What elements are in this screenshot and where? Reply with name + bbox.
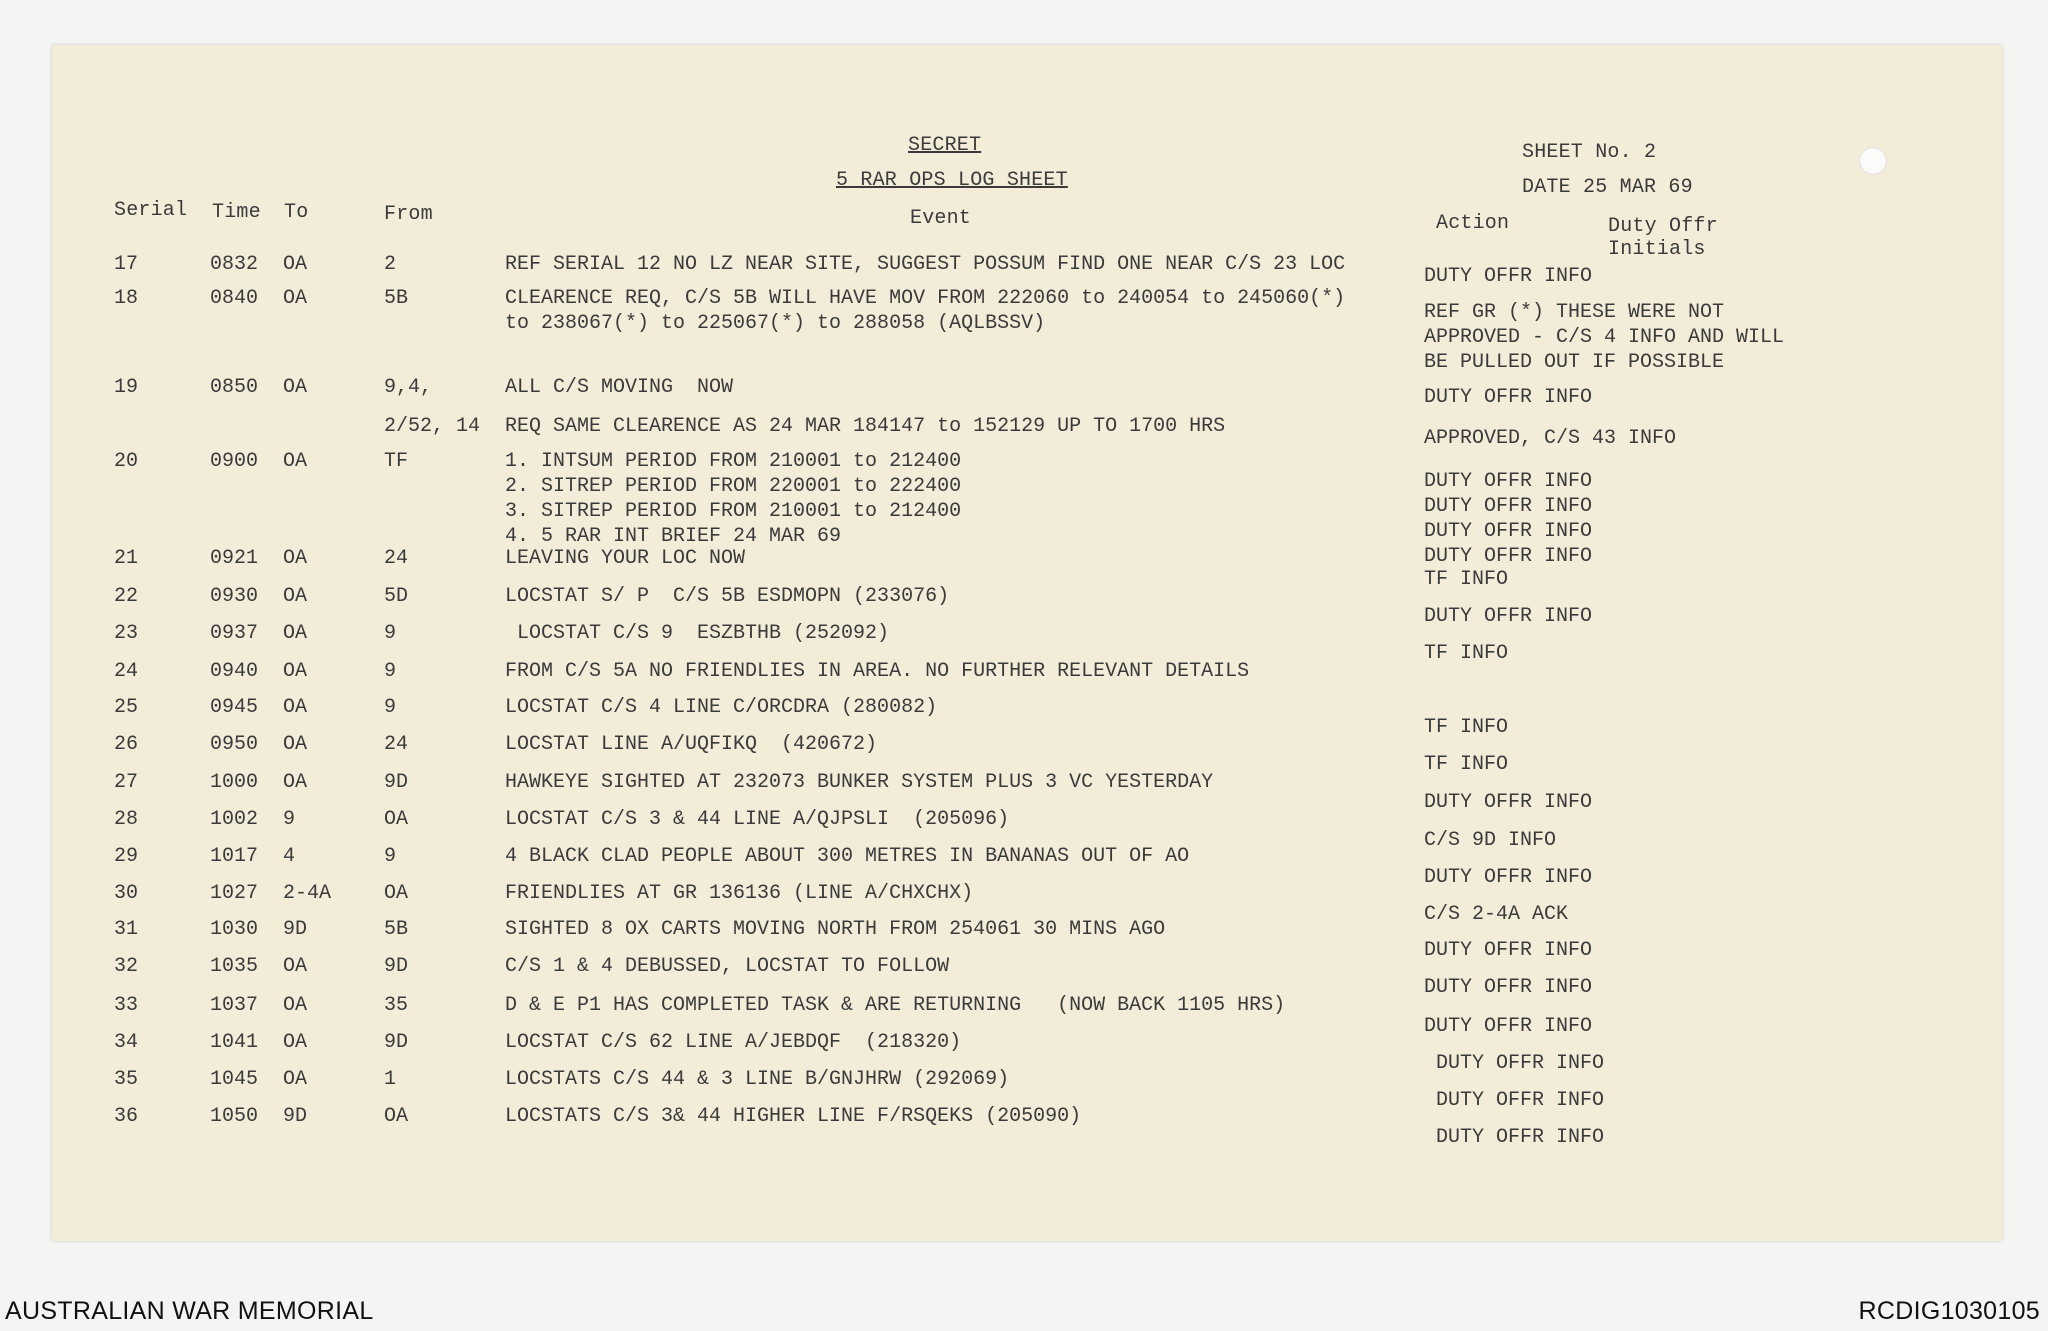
action-line: DUTY OFFR INFO [1424,1089,1605,1112]
to-cell: OA [283,733,308,756]
action-line: DUTY OFFR INFO [1424,605,1593,628]
action-cell [1424,1125,1604,1150]
sheet-title: 5 RAR OPS LOG SHEET [836,169,1068,192]
to-cell: OA [283,622,308,645]
log-row [0,954,2048,999]
action-line: TF INFO [1424,753,1509,776]
event-cell [505,621,889,646]
event-cell [505,881,973,906]
from-cell: TF [384,450,409,473]
time-cell: 0950 [210,733,259,756]
time-cell: 0940 [210,660,259,683]
to-cell: OA [283,955,308,978]
time-cell: 1035 [210,955,259,978]
from-cell: 24 [384,547,409,570]
to-cell: OA [283,376,308,399]
log-row [0,414,2048,450]
event-line: 4 BLACK CLAD PEOPLE ABOUT 300 METRES IN BANANAS OUT OF AO [505,845,1190,868]
serial-cell: 23 [114,622,139,645]
to-cell: 9D [283,1105,308,1128]
action-line: DUTY OFFR INFO [1424,545,1593,568]
serial-cell: 20 [114,450,139,473]
from-cell: 2 [384,253,397,276]
time-cell: 0840 [210,287,259,310]
to-cell: OA [283,585,308,608]
action-line: APPROVED, C/S 43 INFO [1424,427,1677,450]
event-line: 1. INTSUM PERIOD FROM 210001 to 212400 [505,450,962,473]
from-cell: 35 [384,994,409,1017]
serial-cell: 36 [114,1105,139,1128]
time-cell: 1050 [210,1105,259,1128]
log-row [0,807,2048,852]
time-cell: 0937 [210,622,259,645]
log-row [0,584,2048,628]
time-cell: 1017 [210,845,259,868]
action-line: DUTY OFFR INFO [1424,866,1593,889]
time-cell: 0930 [210,585,259,608]
serial-cell: 29 [114,845,139,868]
log-row [0,881,2048,926]
serial-cell: 26 [114,733,139,756]
log-row [0,286,2048,374]
event-line: LOCSTATS C/S 3& 44 HIGHER LINE F/RSQEKS (205090) [505,1105,1082,1128]
event-line: HAWKEYE SIGHTED AT 232073 BUNKER SYSTEM PLUS 3 VC YESTERDAY [505,771,1214,794]
time-cell: 0850 [210,376,259,399]
event-cell [505,286,1345,336]
serial-cell: 27 [114,771,139,794]
to-cell: OA [283,1031,308,1054]
event-line: LOCSTAT C/S 3 & 44 LINE A/QJPSLI (205096) [505,808,1010,831]
action-line: DUTY OFFR INFO [1424,470,1593,493]
event-line: LOCSTATS C/S 44 & 3 LINE B/GNJHRW (292069) [505,1068,1010,1091]
to-cell: OA [283,547,308,570]
serial-cell: 25 [114,696,139,719]
to-cell: 4 [283,845,296,868]
col-header-from: From [384,203,433,226]
sheet-number: SHEET No. 2 [1522,141,1657,164]
log-row [0,1104,2048,1149]
event-cell [505,770,1213,795]
serial-cell: 30 [114,882,139,905]
log-row [0,252,2048,288]
event-cell [505,414,1225,439]
archive-credit: AUSTRALIAN WAR MEMORIAL [5,1297,374,1325]
col-header-duty-offr: Duty Offr [1608,215,1718,238]
action-line: TF INFO [1424,716,1509,739]
time-cell: 1041 [210,1031,259,1054]
time-cell: 1030 [210,918,259,941]
time-cell: 0945 [210,696,259,719]
to-cell: OA [283,771,308,794]
from-cell: 5B [384,918,409,941]
event-line: SIGHTED 8 OX CARTS MOVING NORTH FROM 254061 30 MINS AGO [505,918,1166,941]
log-row [0,546,2048,591]
time-cell: 0921 [210,547,259,570]
log-row [0,695,2048,739]
log-row [0,621,2048,665]
serial-cell: 24 [114,660,139,683]
time-cell: 1000 [210,771,259,794]
serial-cell: 32 [114,955,139,978]
to-cell: 2-4A [283,882,332,905]
event-line: C/S 1 & 4 DEBUSSED, LOCSTAT TO FOLLOW [505,955,950,978]
action-line: C/S 9D INFO [1424,829,1557,852]
event-cell [505,1067,1009,1092]
log-row [0,1067,2048,1112]
action-line: DUTY OFFR INFO [1424,1015,1593,1038]
archive-reference: RCDIG1030105 [1858,1297,2040,1325]
action-line: TF INFO [1424,642,1509,665]
from-cell: 9 [384,622,397,645]
from-cell: 5D [384,585,409,608]
action-line: REF GR (*) THESE WERE NOT [1424,301,1725,324]
serial-cell: 31 [114,918,139,941]
event-line: LOCSTAT S/ P C/S 5B ESDMOPN (233076) [505,585,950,608]
action-line: DUTY OFFR INFO [1424,939,1593,962]
event-cell [505,844,1189,869]
to-cell: OA [283,994,308,1017]
event-line: LOCSTAT LINE A/UQFIKQ (420672) [505,733,878,756]
time-cell: 0832 [210,253,259,276]
to-cell: OA [283,253,308,276]
event-cell [505,546,745,571]
from-cell: 9D [384,771,409,794]
event-cell [505,584,949,609]
action-cell [1424,300,1784,375]
event-line: D & E P1 HAS COMPLETED TASK & ARE RETURNING (NOW BACK 1105 HRS) [505,994,1286,1017]
action-line: BE PULLED OUT IF POSSIBLE [1424,351,1725,374]
to-cell: 9D [283,918,308,941]
event-line: LOCSTAT C/S 4 LINE C/ORCDRA (280082) [505,696,938,719]
event-cell [505,993,1285,1018]
event-line: to 238067(*) to 225067(*) to 288058 (AQLBSSV) [505,312,1046,335]
action-line: TF INFO [1424,568,1509,591]
event-line: 3. SITREP PERIOD FROM 210001 to 212400 [505,500,962,523]
log-row [0,1030,2048,1075]
from-cell: 1 [384,1068,397,1091]
event-cell [505,732,877,757]
to-cell: OA [283,450,308,473]
to-cell: OA [283,696,308,719]
event-cell [505,917,1165,942]
log-row [0,659,2048,689]
event-cell [505,954,949,979]
serial-cell: 18 [114,287,139,310]
time-cell: 1027 [210,882,259,905]
from-cell: 24 [384,733,409,756]
log-row [0,732,2048,776]
event-line: LOCSTAT C/S 9 ESZBTHB (252092) [505,622,890,645]
from-cell: OA [384,882,409,905]
event-cell [505,375,733,400]
time-cell: 1002 [210,808,259,831]
event-line: REQ SAME CLEARENCE AS 24 MAR 184147 to 152129 UP TO 1700 HRS [505,415,1226,438]
serial-cell: 22 [114,585,139,608]
action-line: DUTY OFFR INFO [1424,976,1593,999]
action-line: APPROVED - C/S 4 INFO AND WILL [1424,326,1785,349]
event-cell [505,1030,961,1055]
log-row [0,375,2048,409]
log-row [0,770,2048,814]
serial-cell: 33 [114,994,139,1017]
classification-heading: SECRET [908,134,982,157]
from-cell: 9D [384,955,409,978]
event-line: FRIENDLIES AT GR 136136 (LINE A/CHXCHX) [505,882,974,905]
col-header-action: Action [1436,212,1510,235]
to-cell: OA [283,287,308,310]
event-line: CLEARENCE REQ, C/S 5B WILL HAVE MOV FROM 222060 to 240054 to 245060(*) [505,287,1346,310]
serial-cell: 21 [114,547,139,570]
col-header-time: Time [212,201,261,224]
log-row [0,844,2048,889]
action-line: DUTY OFFR INFO [1424,386,1593,409]
event-line: 4. 5 RAR INT BRIEF 24 MAR 69 [505,525,842,548]
from-cell: 9 [384,845,397,868]
event-cell [505,252,1345,277]
event-cell [505,695,937,720]
event-cell [505,659,1249,684]
time-cell: 1037 [210,994,259,1017]
event-line: LEAVING YOUR LOC NOW [505,547,746,570]
time-cell: 1045 [210,1068,259,1091]
punch-hole [1859,147,1887,175]
col-header-initials: Initials [1608,238,1706,261]
action-cell [1424,426,1676,451]
from-cell: 9 [384,660,397,683]
action-line: DUTY OFFR INFO [1424,1126,1605,1149]
serial-cell: 35 [114,1068,139,1091]
serial-cell: 17 [114,253,139,276]
serial-cell: 34 [114,1031,139,1054]
col-header-serial: Serial [114,199,188,222]
to-cell: 9 [283,808,296,831]
event-cell [505,449,961,549]
from-cell: 2/52, 14 [384,415,481,438]
from-cell: 9 [384,696,397,719]
from-cell: 9D [384,1031,409,1054]
col-header-to: To [284,201,309,224]
action-line: DUTY OFFR INFO [1424,520,1593,543]
to-cell: OA [283,660,308,683]
time-cell: 0900 [210,450,259,473]
action-line: DUTY OFFR INFO [1424,1052,1605,1075]
action-line: C/S 2-4A ACK [1424,903,1569,926]
from-cell: 9,4, [384,376,433,399]
event-cell [505,1104,1081,1129]
action-line: DUTY OFFR INFO [1424,495,1593,518]
event-line: REF SERIAL 12 NO LZ NEAR SITE, SUGGEST POSSUM FIND ONE NEAR C/S 23 LOC [505,253,1346,276]
col-header-event: Event [910,207,972,230]
event-line: LOCSTAT C/S 62 LINE A/JEBDQF (218320) [505,1031,962,1054]
from-cell: 5B [384,287,409,310]
action-line: DUTY OFFR INFO [1424,265,1593,288]
event-cell [505,807,1009,832]
event-line: ALL C/S MOVING NOW [505,376,734,399]
action-line: DUTY OFFR INFO [1424,791,1593,814]
from-cell: OA [384,1105,409,1128]
sheet-date: DATE 25 MAR 69 [1522,176,1693,199]
from-cell: OA [384,808,409,831]
serial-cell: 19 [114,376,139,399]
event-line: 2. SITREP PERIOD FROM 220001 to 222400 [505,475,962,498]
event-line: FROM C/S 5A NO FRIENDLIES IN AREA. NO FURTHER RELEVANT DETAILS [505,660,1250,683]
to-cell: OA [283,1068,308,1091]
log-row [0,993,2048,1038]
serial-cell: 28 [114,808,139,831]
log-row [0,917,2048,962]
action-cell [1424,385,1592,410]
